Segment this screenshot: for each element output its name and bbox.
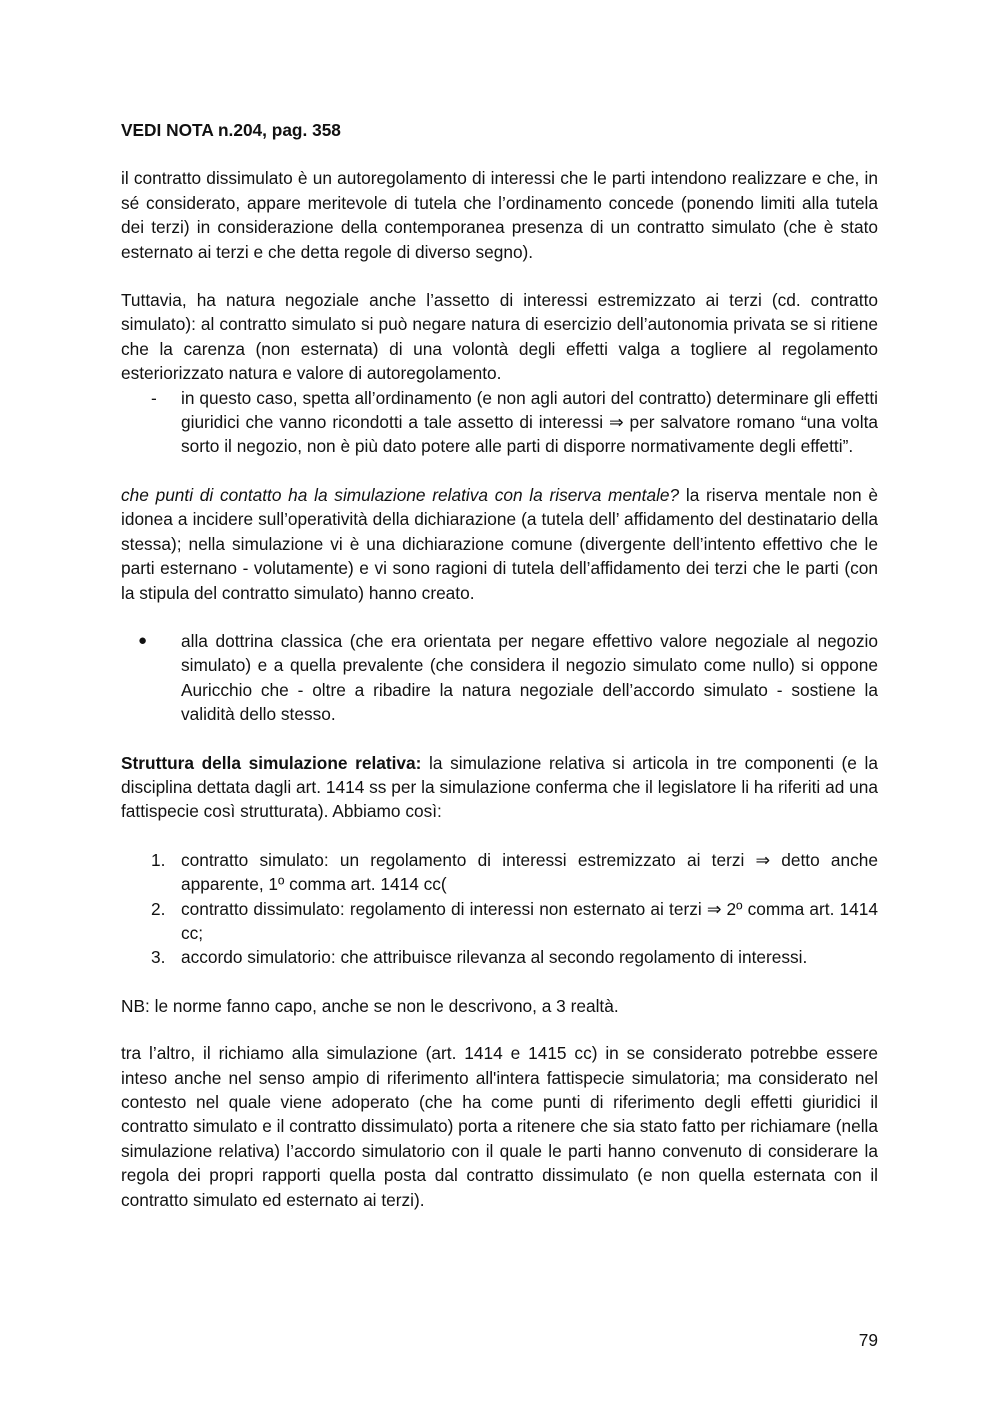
list-item (121, 848, 878, 897)
paragraph-struttura (121, 751, 878, 824)
section-label: Struttura della simulazione relativa: (121, 752, 422, 773)
list-item (121, 629, 878, 727)
bullet-list (121, 629, 878, 727)
list-item (121, 386, 878, 459)
numbered-list (121, 848, 878, 970)
paragraph-contratto-dissimulato: il contratto dissimulato è un autoregolamento di interessi che le parti intendono realizzare e che, in sé considerato, appare meritevole di tutela che l’ordinamento concede (ponendo limiti alla tutela dei terzi) in considerazione della contemporanea presenza di un contratto simulato (che è stato esternato ai terzi e che detta regole di diverso segno). (121, 168, 878, 262)
answer-text: la riserva mentale non è idonea a incidere sull’operatività della dichiarazione (a tutela dell’ affidamento del destinatario della stessa); nella simulazione vi è una dichiarazione comune (divergente dell’intento effettivo che le parti esternano - volutamente) e vi sono ragioni di tutela dell’affidamento dei terzi che le parti (con la stipula del contratto simulato) hanno creato. (121, 484, 878, 603)
question-text: che punti di contatto ha la simulazione relativa con la riserva mentale? (121, 484, 680, 505)
list-item-text: alla dottrina classica (che era orientata per negare effettivo valore negoziale al negozio simulato) e a quella prevalente (che considera il negozio simulato come nullo) si oppone Auricchio che - oltre a ribadire la natura negoziale dell’accordo simulato - sostiene la validità dello stesso. (181, 630, 878, 725)
note-heading: VEDI NOTA n.204, pag. 358 (121, 120, 341, 140)
page-number: 79 (858, 1330, 878, 1350)
number-marker: 1. (151, 849, 166, 870)
paragraph-nb: NB: le norme fanno capo, anche se non le descrivono, a 3 realtà. (121, 995, 619, 1016)
paragraph-riserva-mentale (121, 483, 878, 605)
section-text: la simulazione relativa si articola in tre componenti (e la disciplina dettata dagli art. 1414 ss per la simulazione conferma che il legislatore li ha riferiti ad una fattispecie così strutturata). Abbiamo così: (121, 752, 878, 822)
bullet-marker: ● (138, 631, 148, 649)
list-item (121, 945, 878, 969)
number-marker: 2. (151, 898, 166, 919)
list-item-text: accordo simulatorio: che attribuisce rilevanza al secondo regolamento di interessi. (181, 947, 808, 968)
list-item-text: contratto simulato: un regolamento di interessi estremizzato ai terzi ⇒ detto anche apparente, 1º comma art. 1414 cc( (181, 849, 878, 895)
page-body (121, 118, 878, 1212)
list-item-text: contratto dissimulato: regolamento di interessi non esternato ai terzi ⇒ 2º comma art. 1414 cc; (181, 898, 878, 943)
dash-marker: - (151, 387, 157, 408)
list-item (121, 897, 878, 946)
dash-list (121, 386, 878, 459)
number-marker: 3. (151, 947, 166, 968)
paragraph-natura-negoziale: Tuttavia, ha natura negoziale anche l’assetto di interessi estremizzato ai terzi (cd. contratto simulato): al contratto simulato si può negare natura di esercizio dell’autonomia privata se si ritiene che la carenza (non esternata) di una volontà degli effetti valga a togliere al regolamento esteriorizzato natura e valore di autoregolamento. (121, 290, 878, 384)
list-item-text: in questo caso, spetta all’ordinamento (e non agli autori del contratto) determinare gli effetti giuridici che vanno ricondotti a tale assetto di interessi ⇒ per salvatore romano “una volta sorto il negozio, non è più dato potere alle parti di disporre normativamente degli effetti”. (181, 387, 878, 457)
paragraph-richiamo: tra l’altro, il richiamo alla simulazione (art. 1414 e 1415 cc) in se considerato potrebbe essere inteso anche nel senso ampio di riferimento all'intera fattispecie simulatoria; ma considerato nel contesto nel quale viene adoperato (che ha come punti di riferimento degli effetti giuridici il contratto simulato e il contratto dissimulato) porta a ritenere che sia stato fatto per richiamare (nella simulazione relativa) l’accordo simulatorio con il quale le parti hanno convenuto di considerare la regola dei propri rapporti quella posta dal contratto dissimulato (e non quella esternata con il contratto simulato ed esternato ai terzi). (121, 1043, 878, 1210)
